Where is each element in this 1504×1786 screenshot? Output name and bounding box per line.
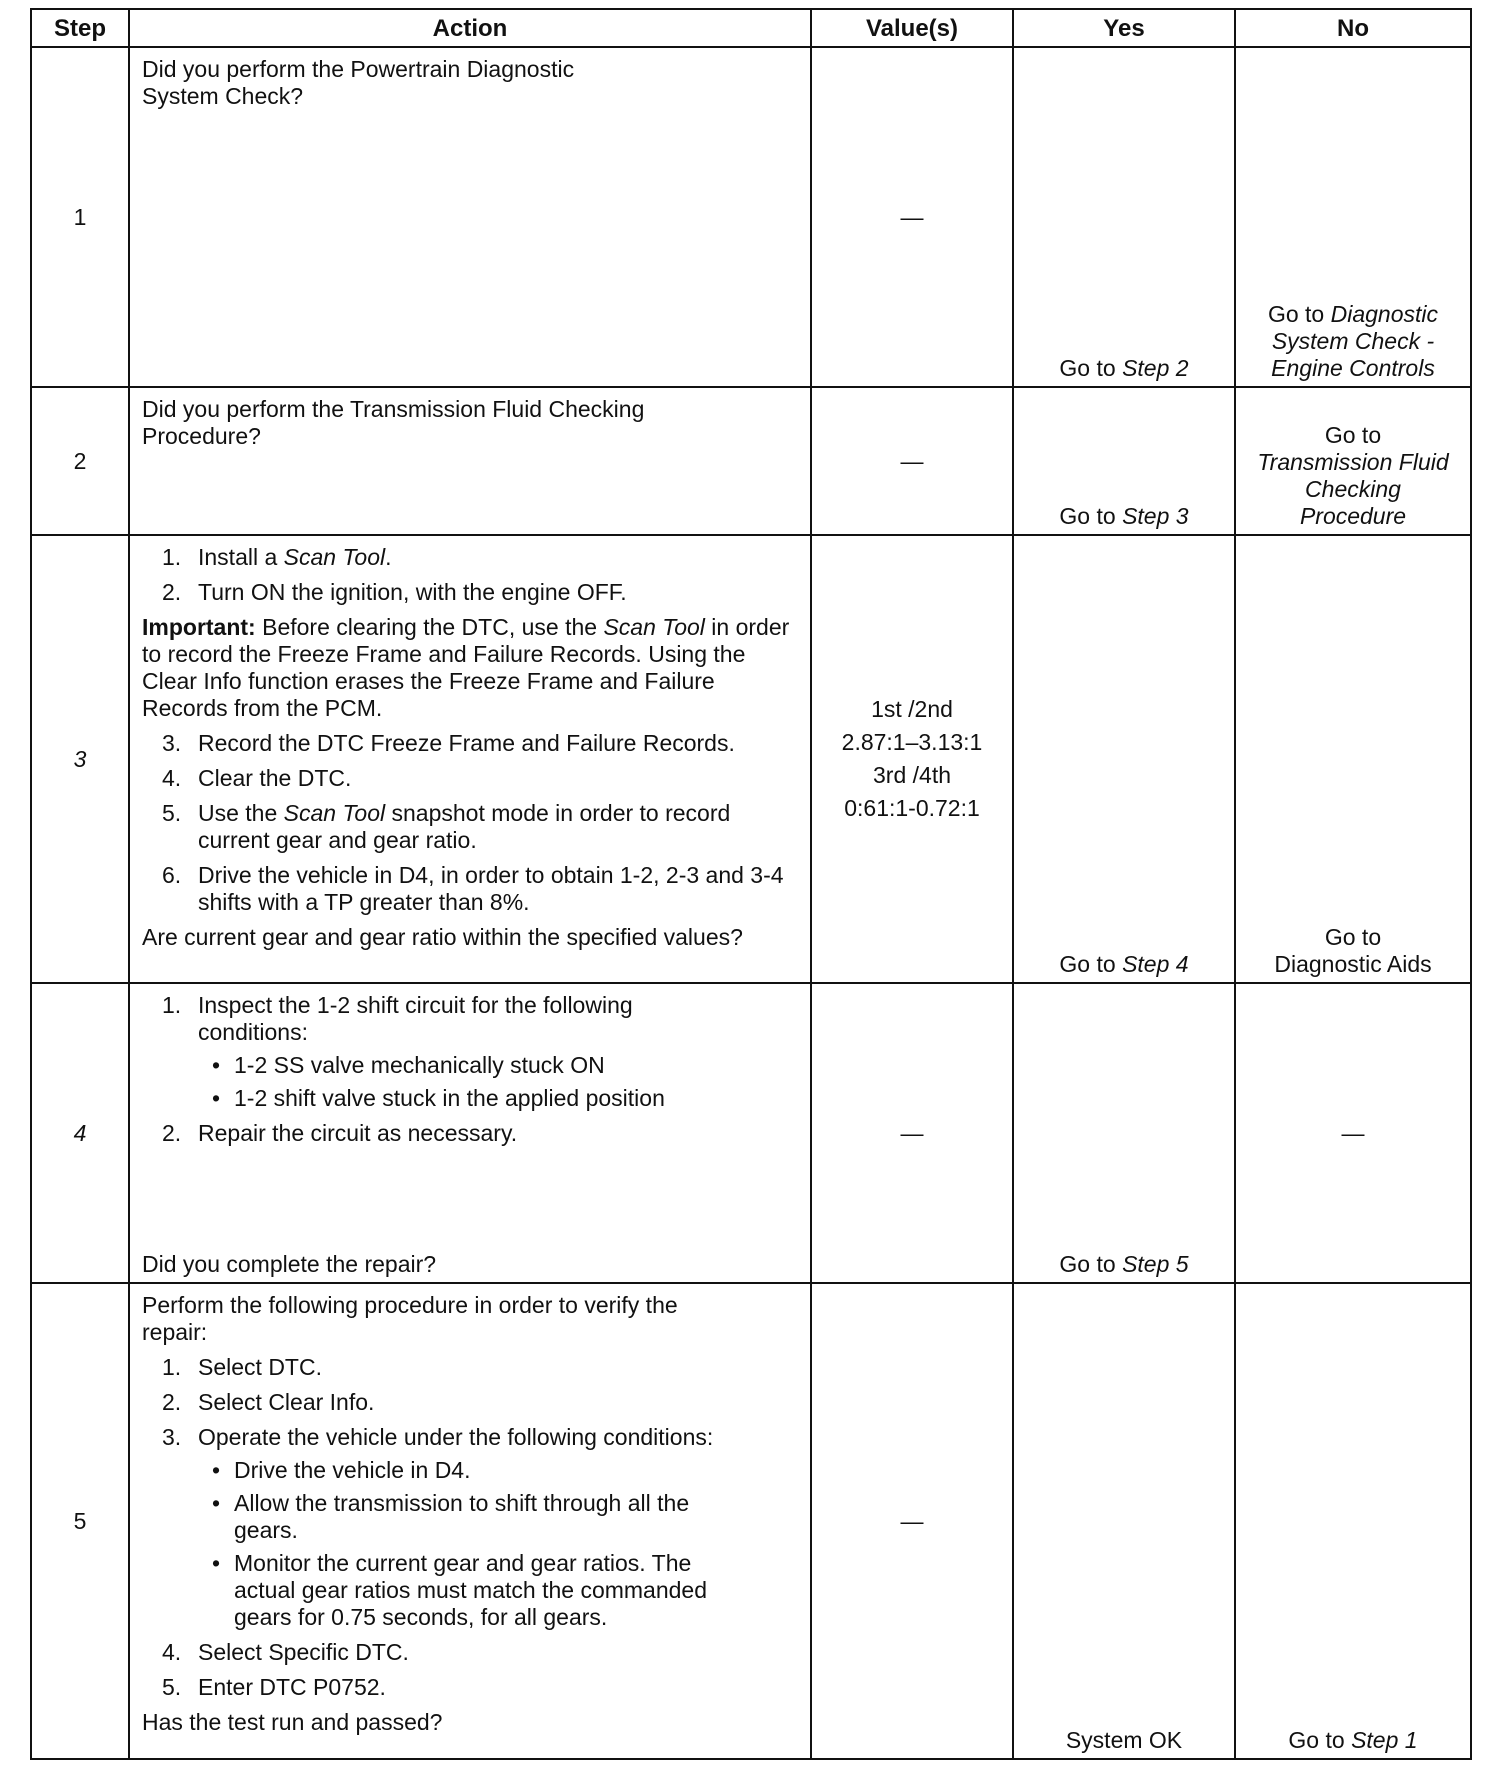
no-goto[interactable]: Go to Diagnostic System Check - Engine Controls <box>1267 301 1439 381</box>
no-goto[interactable]: Go to Step 1 <box>1288 1727 1418 1753</box>
step-number: 4 <box>31 983 129 1283</box>
bullet-list <box>142 1052 798 1112</box>
no-cell <box>1235 535 1471 983</box>
header-values: Value(s) <box>811 9 1013 47</box>
list-item: 2. Turn ON the ignition, with the engine OFF. <box>162 579 627 605</box>
question-text: Are current gear and gear ratio within the specified values? <box>142 924 743 950</box>
no-cell <box>1235 1283 1471 1759</box>
list-item: 2. Select Clear Info. <box>162 1389 375 1415</box>
bullet-item: • Allow the transmission to shift through all the gears. <box>212 1490 690 1543</box>
question-text: Did you perform the Powertrain Diagnostic System Check? <box>142 56 575 109</box>
question-text: Has the test run and passed? <box>142 1709 443 1735</box>
important-note: Important: Before clearing the DTC, use the Scan Tool in order to record the Freeze Frame and Failure Records. Using the Clear Info function erases the Freeze Frame and Failure Records from the PCM. <box>142 614 790 721</box>
action-cell <box>129 983 811 1283</box>
list-item: 6. Drive the vehicle in D4, in order to obtain 1-2, 2-3 and 3-4 shifts with a TP greater than 8%. <box>162 862 784 915</box>
header-yes: Yes <box>1013 9 1235 47</box>
no-cell: — <box>1235 983 1471 1283</box>
yes-cell <box>1013 535 1235 983</box>
value-cell: — <box>811 387 1013 535</box>
no-goto[interactable]: Go to Transmission Fluid Checking Procedure <box>1257 422 1449 529</box>
action-cell <box>129 535 811 983</box>
yes-cell <box>1013 47 1235 387</box>
no-goto[interactable]: Go to Diagnostic Aids <box>1274 924 1432 977</box>
value-line: 0:61:1-0.72:1 <box>844 795 980 821</box>
header-no: No <box>1235 9 1471 47</box>
table-row-step-5 <box>31 1283 1471 1759</box>
action-cell <box>129 387 811 535</box>
header-row <box>31 9 1471 47</box>
header-step: Step <box>31 9 129 47</box>
intro-text: Perform the following procedure in order to verify the repair: <box>142 1292 678 1345</box>
bullet-list <box>142 1457 798 1631</box>
action-cell <box>129 47 811 387</box>
list-item: 1. Install a Scan Tool. <box>162 544 392 570</box>
step-number: 2 <box>31 387 129 535</box>
bullet-item: • 1-2 shift valve stuck in the applied position <box>212 1085 665 1111</box>
procedure-list <box>142 1354 798 1701</box>
table-row-step-2 <box>31 387 1471 535</box>
no-cell <box>1235 47 1471 387</box>
table-row-step-1 <box>31 47 1471 387</box>
header-action: Action <box>129 9 811 47</box>
list-item: 4. Clear the DTC. <box>162 765 352 791</box>
step-number: 1 <box>31 47 129 387</box>
bullet-item: • 1-2 SS valve mechanically stuck ON <box>212 1052 605 1078</box>
yes-goto[interactable]: Go to Step 3 <box>1059 503 1189 529</box>
step-number: 5 <box>31 1283 129 1759</box>
action-cell <box>129 1283 811 1759</box>
list-item: 2. Repair the circuit as necessary. <box>162 1120 518 1146</box>
value-cell: — <box>811 983 1013 1283</box>
question-text: Did you complete the repair? <box>142 1251 437 1277</box>
question-text: Did you perform the Transmission Fluid Checking Procedure? <box>142 396 645 449</box>
list-item: 4. Select Specific DTC. <box>162 1639 409 1665</box>
yes-cell <box>1013 387 1235 535</box>
procedure-list <box>142 730 798 916</box>
bullet-item: • Drive the vehicle in D4. <box>212 1457 471 1483</box>
procedure-list <box>142 992 798 1147</box>
yes-goto[interactable]: Go to Step 5 <box>1059 1251 1189 1277</box>
value-line: 1st /2nd <box>871 696 953 722</box>
value-cell <box>811 535 1013 983</box>
no-cell <box>1235 387 1471 535</box>
yes-cell <box>1013 983 1235 1283</box>
table-row-step-4 <box>31 983 1471 1283</box>
bullet-item: • Monitor the current gear and gear ratios. The actual gear ratios must match the commanded gears for 0.75 seconds, for all gears. <box>212 1550 708 1630</box>
yes-goto[interactable]: Go to Step 2 <box>1059 355 1189 381</box>
value-line: 2.87:1–3.13:1 <box>841 729 983 755</box>
list-item: 5. Enter DTC P0752. <box>162 1674 386 1700</box>
step-number: 3 <box>31 535 129 983</box>
procedure-list <box>142 544 798 606</box>
value-cell: — <box>811 47 1013 387</box>
yes-cell <box>1013 1283 1235 1759</box>
value-cell: — <box>811 1283 1013 1759</box>
list-item: 3. Record the DTC Freeze Frame and Failure Records. <box>162 730 735 756</box>
list-item: 1. Select DTC. <box>162 1354 322 1380</box>
value-line: 3rd /4th <box>873 762 951 788</box>
list-item: 5. Use the Scan Tool snapshot mode in order to record current gear and gear ratio. <box>162 800 731 853</box>
yes-goto[interactable]: Go to Step 4 <box>1059 951 1189 977</box>
table-row-step-3 <box>31 535 1471 983</box>
yes-result[interactable]: System OK <box>1065 1727 1183 1753</box>
list-item: 1. Inspect the 1-2 shift circuit for the following conditions: • 1-2 SS valve mechanically stuck ON • 1-2 shift valve stuck in the applied position <box>142 992 798 1112</box>
diagnostic-table <box>30 8 1472 1760</box>
list-item: 3. Operate the vehicle under the following conditions: • Drive the vehicle in D4. • Allow the transmission to shift through all the gears. • Monitor the current gear and gear ratios. The actual gear ratios must match the commanded gears for 0.75 seconds, for all gears. <box>142 1424 798 1631</box>
